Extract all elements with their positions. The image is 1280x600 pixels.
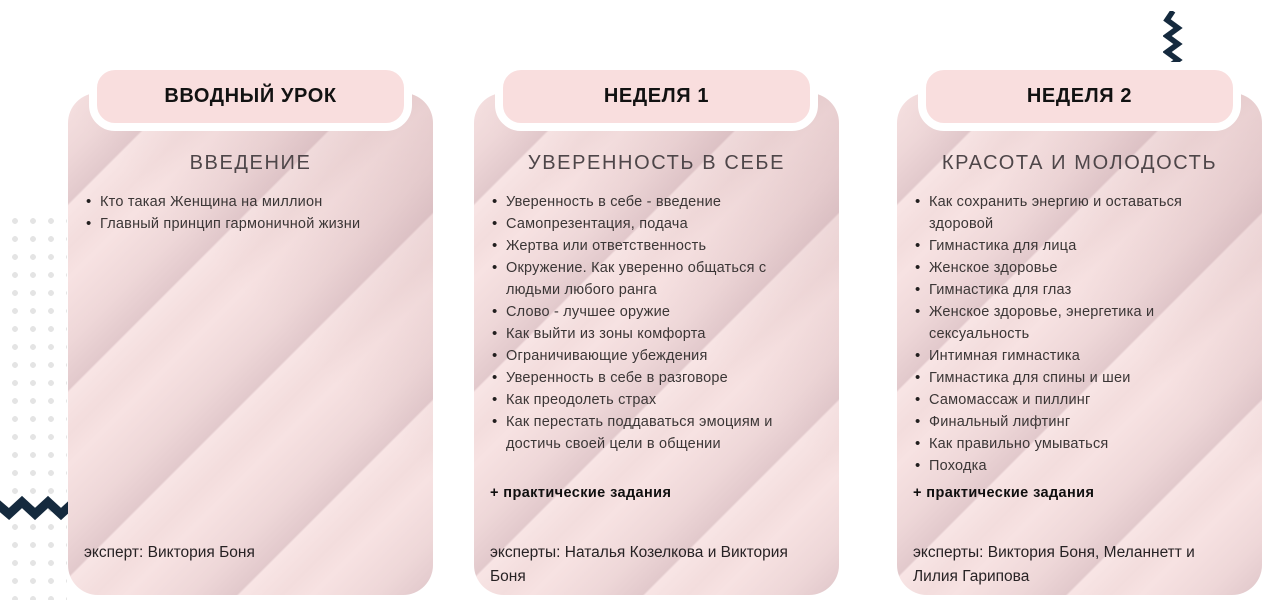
- topic-item: • Кто такая Женщина на миллион: [100, 191, 407, 213]
- topic-item: • Финальный лифтинг: [929, 411, 1236, 433]
- card-content: [474, 93, 839, 595]
- topic-item: • Гимнастика для лица: [929, 235, 1236, 257]
- topic-item: • Интимная гимнастика: [929, 345, 1236, 367]
- topic-item: • Гимнастика для спины и шеи: [929, 367, 1236, 389]
- expert-line: эксперты: Виктория Боня, Меланнетт и Лилия Гарипова: [913, 544, 1195, 585]
- practice-note: + практические задания: [913, 485, 1095, 501]
- topic-item: • Женское здоровье: [929, 257, 1236, 279]
- topic-item: • Самопрезентация, подача: [506, 213, 813, 235]
- card-header-label: ВВОДНЫЙ УРОК: [164, 85, 337, 107]
- card-header-label: НЕДЕЛЯ 2: [1026, 85, 1133, 107]
- topic-item: • Как преодолеть страх: [506, 389, 813, 411]
- topic-item: • Как перестать поддаваться эмоциям и достичь своей цели в общении: [506, 411, 813, 455]
- topic-item: • Окружение. Как уверенно общаться с людьми любого ранга: [506, 257, 813, 301]
- topic-item: • Как выйти из зоны комфорта: [506, 323, 813, 345]
- topic-list: [100, 191, 407, 235]
- topic-item: • Как сохранить энергию и оставаться здоровой: [929, 191, 1236, 235]
- course-week-card: [68, 85, 433, 595]
- topic-list: [929, 191, 1236, 477]
- topic-list: [506, 191, 813, 455]
- expert-line: эксперты: Наталья Козелкова и Виктория Боня: [490, 544, 788, 585]
- topic-item: • Самомассаж и пиллинг: [929, 389, 1236, 411]
- topic-item: • Жертва или ответственность: [506, 235, 813, 257]
- dots-pattern-decoration: [0, 206, 67, 600]
- card-title: КРАСОТА И МОЛОДОСТЬ: [941, 152, 1218, 174]
- card-content: [68, 93, 433, 595]
- topic-item: • Главный принцип гармоничной жизни: [100, 213, 407, 235]
- card-header-label: НЕДЕЛЯ 1: [603, 85, 710, 107]
- topic-item: • Слово - лучшее оружие: [506, 301, 813, 323]
- topic-item: • Гимнастика для глаз: [929, 279, 1236, 301]
- topic-item: • Уверенность в себе - введение: [506, 191, 813, 213]
- course-week-card: [474, 85, 839, 595]
- card-title: УВЕРЕННОСТЬ В СЕБЕ: [527, 152, 786, 174]
- topic-item: • Как правильно умываться: [929, 433, 1236, 455]
- card-title: ВВЕДЕНИЕ: [189, 152, 312, 174]
- course-week-card: [897, 85, 1262, 595]
- expert-line: эксперт: Виктория Боня: [84, 544, 255, 561]
- card-content: [897, 93, 1262, 595]
- topic-item: • Ограничивающие убеждения: [506, 345, 813, 367]
- topic-item: • Уверенность в себе в разговоре: [506, 367, 813, 389]
- practice-note: + практические задания: [490, 485, 672, 501]
- topic-item: • Женское здоровье, энергетика и сексуальность: [929, 301, 1236, 345]
- topic-item: • Походка: [929, 455, 1236, 477]
